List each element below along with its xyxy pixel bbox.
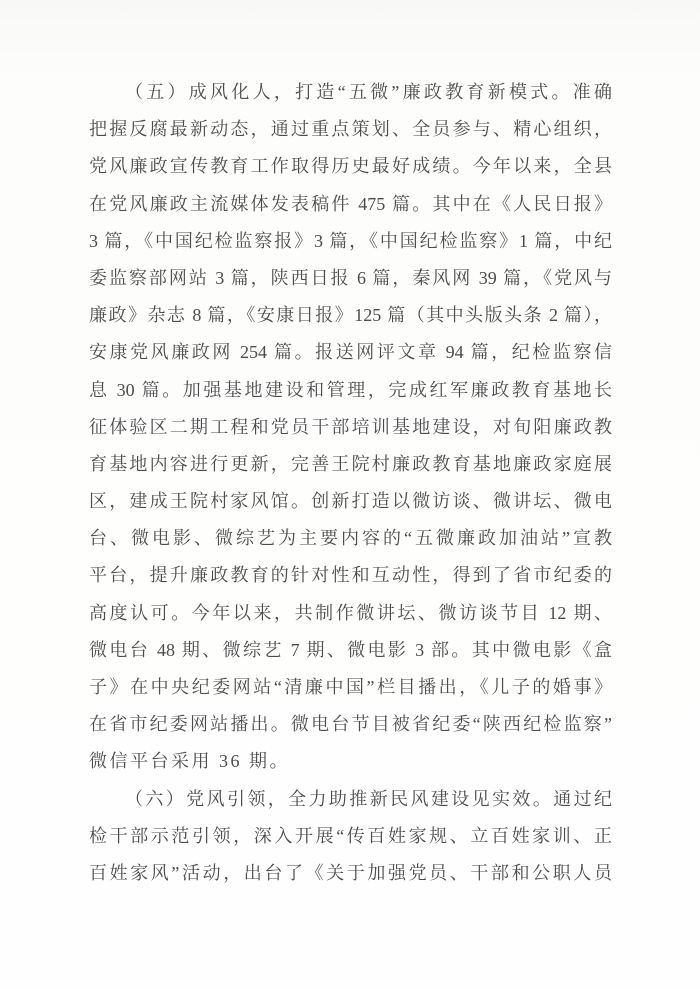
text-line: 台、微电影、微综艺为主要内容的“五微廉政加油站”宣教 xyxy=(89,528,612,549)
text-line: 党风廉政宣传教育工作取得历史最好成绩。今年以来，全县 xyxy=(89,156,612,177)
text-line: 3 篇，《中国纪检监察报》3 篇，《中国纪检监察》1 篇，中纪 xyxy=(89,230,612,251)
text-line: 高度认可。今年以来，共制作微讲坛、微访谈节目 12 期、 xyxy=(89,602,612,623)
text-line: 委监察部网站 3 篇，陕西日报 6 篇，秦风网 39 篇，《党风与 xyxy=(89,267,612,288)
text-line: 微电台 48 期、微综艺 7 期、微电影 3 部。其中微电影《盒 xyxy=(89,639,612,660)
text-line: 微信平台采用 36 期。 xyxy=(89,751,290,772)
text-line: 息 30 篇。加强基地建设和管理，完成红军廉政教育基地长 xyxy=(89,379,612,400)
text-line: 检干部示范引领，深入开展“传百姓家规、立百姓家训、正 xyxy=(89,825,612,846)
text-line: 安康党风廉政网 254 篇。报送网评文章 94 篇，纪检监察信 xyxy=(89,342,612,363)
text-line: 平台，提升廉政教育的针对性和互动性，得到了省市纪委的 xyxy=(89,565,612,586)
text-line: 在省市纪委网站播出。微电台节目被省纪委“陕西纪检监察” xyxy=(89,714,612,735)
text-line: 区，建成王院村家风馆。创新打造以微访谈、微讲坛、微电 xyxy=(89,491,612,512)
text-line: 征体验区二期工程和党员干部培训基地建设，对旬阳廉政教 xyxy=(89,416,612,437)
text-line: 子》在中央纪委网站“清廉中国”栏目播出，《儿子的婚事》 xyxy=(89,677,612,697)
document-body xyxy=(89,74,612,892)
text-line: 把握反腐最新动态，通过重点策划、全员参与、精心组织， xyxy=(89,119,612,140)
paragraph-section-6 xyxy=(89,781,612,893)
text-line: （六）党风引领，全力助推新民风建设见实效。通过纪 xyxy=(125,788,612,809)
text-line: 在党风廉政主流媒体发表稿件 475 篇。其中在《人民日报》 xyxy=(89,193,612,214)
text-line: 育基地内容进行更新，完善王院村廉政教育基地廉政家庭展 xyxy=(89,453,612,474)
text-line: 百姓家风”活动，出台了《关于加强党员、干部和公职人员 xyxy=(89,862,612,883)
text-line: （五）成风化人，打造“五微”廉政教育新模式。准确 xyxy=(125,82,612,102)
paragraph-section-5 xyxy=(89,74,612,781)
text-line: 廉政》杂志 8 篇，《安康日报》125 篇（其中头版头条 2 篇）， xyxy=(89,305,612,326)
